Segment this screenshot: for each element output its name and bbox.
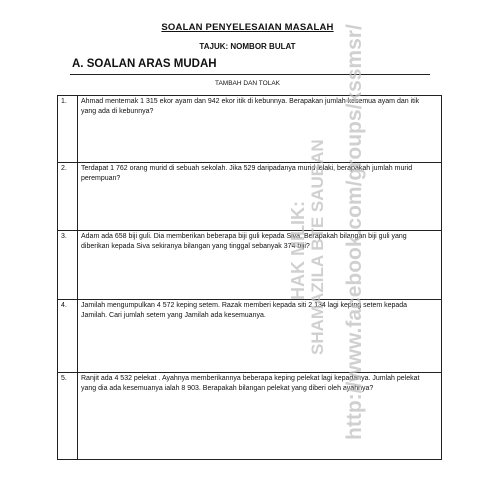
table-row <box>58 299 441 372</box>
question-table <box>57 95 442 460</box>
section-heading: A. SOALAN ARAS MUDAH <box>72 58 217 70</box>
question-text: Terdapat 1 762 orang murid di sebuah sekolah. Jika 529 daripadanya murid lelaki, berapakah jumlah murid perempuan? <box>81 165 413 182</box>
page-title: SOALAN PENYELESAIAN MASALAH <box>161 22 334 33</box>
page-subtitle: TAJUK: NOMBOR BULAT <box>199 42 296 51</box>
table-row <box>58 372 441 459</box>
watermark-owner-label: HAK MILIK: <box>288 201 308 300</box>
watermark-owner-name: SHAMAZILA BTE SAUBAN <box>308 139 327 355</box>
question-number: 2. <box>61 165 67 172</box>
section-divider <box>70 74 430 75</box>
question-number: 3. <box>61 233 67 240</box>
table-row <box>58 162 441 230</box>
question-number: 1. <box>61 98 67 105</box>
question-text: Jamilah mengumpulkan 4 572 keping setem. Razak memberi kepada siti 2 134 lagi keping setem kepada Jamilah. Cari jumlah setem yang Jamilah ada kesemuanya. <box>81 302 408 319</box>
table-row <box>58 230 441 299</box>
watermark-url: http://www.facebook.com/groups/kssmsr/ <box>343 24 366 440</box>
question-number: 4. <box>61 302 67 309</box>
question-text: Ahmad menternak 1 315 ekor ayam dan 942 ekor itik di kebunnya. Berapakan jumlah kesemua ayam dan itik yang ada di kebunnya? <box>81 98 420 115</box>
question-text: Ranjit ada 4 532 pelekat . Ayahnya memberikannya beberapa keping pelekat lagi kepadanya. Jumlah pelekat yang dia ada kesemuanya ialah 8 903. Berapakah bilangan pelekat yang diberi oleh ayahnya? <box>81 375 420 392</box>
section-caption: TAMBAH DAN TOLAK <box>214 80 281 87</box>
question-text: Adam ada 658 biji guli. Dia memberikan beberapa biji guli kepada Siva. Berapakah bilangan biji guli yang diberikan kepada Siva sekiranya bilangan yang tinggal sebanyak 374 biji? <box>81 233 407 250</box>
table-row <box>58 96 441 162</box>
question-number: 5. <box>61 375 67 382</box>
